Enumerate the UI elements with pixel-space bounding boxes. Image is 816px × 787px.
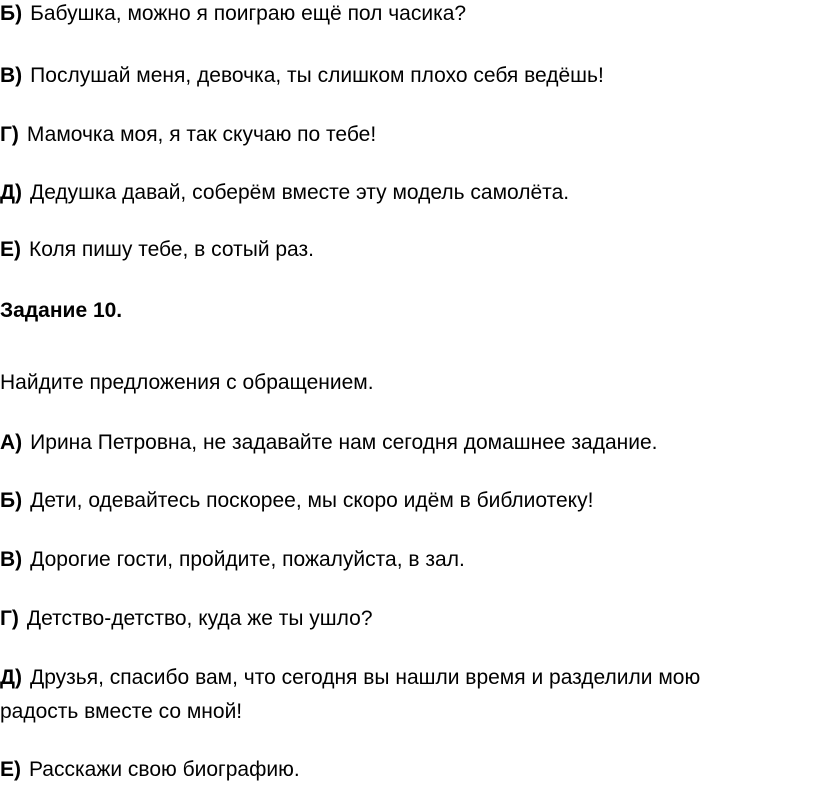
option-line (0, 606, 373, 632)
option-line (0, 63, 604, 89)
task-title: Задание 10. (0, 299, 123, 322)
option-label: В) (0, 548, 23, 571)
option-text: Дорогие гости, пройдите, пожалуйста, в зал. (30, 548, 465, 571)
option-label: А) (0, 431, 23, 454)
option-label: В) (0, 64, 23, 87)
option-label: Д) (0, 181, 22, 204)
option-line (0, 180, 569, 206)
option-line (0, 430, 658, 456)
option-line (0, 237, 314, 263)
option-label: Е) (0, 238, 21, 261)
option-label: Г) (0, 607, 19, 630)
option-text: Дедушка давай, соберём вместе эту модель самолёта. (29, 181, 570, 204)
option-text: Коля пишу тебе, в сотый раз. (29, 238, 314, 261)
option-text: Бабушка, можно я поиграю ещё пол часика? (30, 2, 467, 25)
option-text: Послушай меня, девочка, ты слишком плохо себя ведёшь! (30, 64, 604, 87)
option-text: Расскажи свою биографию. (29, 758, 300, 781)
option-text: Детство-детство, куда же ты ушло? (26, 607, 373, 630)
option-line (0, 488, 593, 514)
option-text: Друзья, спасибо вам, что сегодня вы нашли время и разделили мою (29, 666, 701, 689)
option-line (0, 122, 376, 148)
option-text-continuation: радость вместе со мной! (0, 700, 243, 723)
option-line (0, 547, 465, 573)
option-line (0, 757, 300, 783)
option-label: Б) (0, 489, 23, 512)
option-text: Мамочка моя, я так скучаю по тебе! (26, 123, 377, 146)
option-line (0, 1, 466, 27)
option-label: Б) (0, 2, 23, 25)
option-text: Дети, одевайтесь поскорее, мы скоро идём в библиотеку! (30, 489, 594, 512)
option-label: Г) (0, 123, 19, 146)
option-line (0, 665, 700, 691)
option-text: Ирина Петровна, не задавайте нам сегодня домашнее задание. (30, 431, 658, 454)
option-label: Д) (0, 666, 22, 689)
task-instruction: Найдите предложения с обращением. (0, 371, 374, 394)
option-label: Е) (0, 758, 21, 781)
